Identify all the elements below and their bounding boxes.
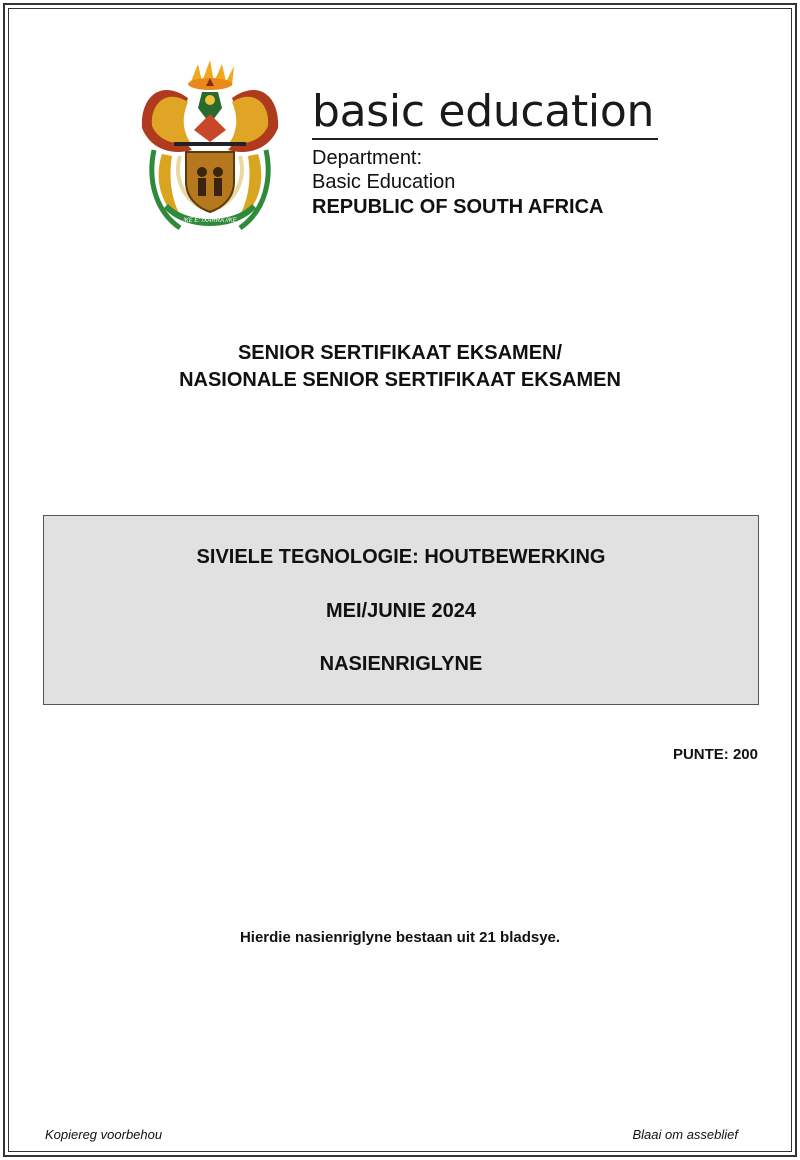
exam-session: MEI/JUNIE 2024 xyxy=(325,600,477,622)
department-branding xyxy=(312,86,662,220)
department-name: Basic Education xyxy=(312,171,456,193)
total-marks: PUNTE: 200 xyxy=(672,746,758,763)
brand-divider xyxy=(312,138,658,140)
document-type: NASIENRIGLYNE xyxy=(319,653,483,675)
spear-icon xyxy=(174,142,246,146)
exam-title-line-2: NASIONALE SENIOR SERTIFIKAAT EKSAMEN xyxy=(179,369,621,391)
brand-name: basic education xyxy=(312,86,655,137)
motto-text: !KE E: /XARRA //KE xyxy=(183,218,237,224)
subject-box xyxy=(43,515,759,705)
page-count-note: Hierdie nasienriglyne bestaan uit 21 bladsye. xyxy=(239,929,561,946)
department-label: Department: xyxy=(312,147,423,169)
turn-over-footer: Blaai om asseblief xyxy=(632,1127,738,1142)
exam-title xyxy=(0,340,800,394)
subject-title: SIVIELE TEGNOLOGIE: HOUTBEWERKING xyxy=(196,546,606,568)
exam-title-line-1: SENIOR SERTIFIKAAT EKSAMEN/ xyxy=(237,342,563,364)
copyright-footer: Kopiereg voorbehou xyxy=(45,1127,163,1142)
coat-of-arms-logo xyxy=(140,58,280,232)
country-name: REPUBLIC OF SOUTH AFRICA xyxy=(312,196,604,218)
protea-icon xyxy=(194,114,226,142)
